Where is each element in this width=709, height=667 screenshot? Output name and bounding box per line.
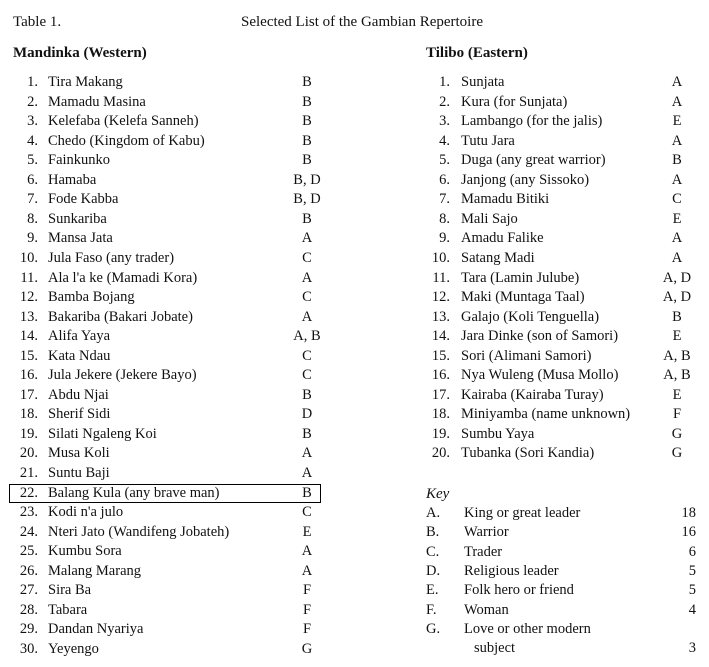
item-number: 30. (19, 640, 38, 657)
list-item (0, 504, 330, 524)
item-number: 12. (19, 289, 38, 306)
item-code: G (301, 640, 313, 657)
item-name: Nteri Jato (Wandifeng Jobateh) (48, 523, 230, 540)
list-item (412, 74, 709, 94)
key-letter: D. (426, 562, 441, 579)
item-number: 13. (19, 308, 38, 325)
key-label: subject (474, 640, 516, 657)
item-code: E (672, 210, 682, 227)
item-number: 6. (439, 171, 450, 188)
item-name: Mamadu Bitiki (461, 191, 550, 208)
list-item (0, 465, 330, 485)
item-code: B (302, 113, 312, 130)
tilibo-heading: Tilibo (Eastern) (426, 45, 528, 61)
item-name: Maki (Muntaga Taal) (461, 289, 585, 306)
item-code: B, D (293, 171, 321, 188)
page-title: Selected List of the Gambian Repertoire (241, 14, 483, 30)
item-name: Fode Kabba (48, 191, 119, 208)
item-number: 5. (27, 152, 38, 169)
item-name: Kairaba (Kairaba Turay) (461, 386, 604, 403)
list-item (412, 211, 709, 231)
item-number: 1. (27, 74, 38, 90)
item-number: 24. (19, 523, 38, 540)
item-number: 14. (431, 328, 450, 345)
item-name: Sumbu Yaya (461, 425, 535, 442)
item-number: 9. (27, 230, 38, 247)
item-number: 15. (431, 347, 450, 364)
item-name: Kura (for Sunjata) (461, 93, 568, 110)
item-code: C (302, 367, 312, 384)
item-number: 10. (19, 249, 38, 266)
list-item (0, 113, 330, 133)
key-item (426, 563, 696, 583)
item-number: 7. (27, 191, 38, 208)
key-item (426, 582, 696, 602)
item-name: Tira Makang (48, 74, 123, 90)
list-item (0, 563, 330, 583)
list-item (412, 348, 709, 368)
item-code: A (671, 171, 683, 188)
item-name: Jula Jekere (Jekere Bayo) (48, 367, 197, 384)
key-count: 5 (688, 582, 696, 599)
item-code: A (671, 249, 683, 266)
item-code: A (671, 93, 683, 110)
key-label: Trader (464, 543, 503, 560)
item-number: 1. (439, 74, 450, 90)
key-letter: B. (426, 524, 440, 541)
item-number: 11. (432, 269, 450, 286)
item-number: 21. (19, 465, 38, 481)
item-code: C (302, 347, 312, 364)
list-item (0, 270, 330, 290)
key-label: Warrior (464, 524, 509, 541)
item-name: Kata Ndau (48, 347, 111, 364)
item-number: 22. (19, 484, 38, 501)
list-item (412, 133, 709, 153)
item-code: F (302, 582, 312, 599)
item-code: D (301, 406, 313, 423)
list-item (0, 250, 330, 270)
item-code: F (302, 601, 312, 618)
key-label: Love or other modern (464, 620, 591, 637)
list-item (0, 641, 330, 661)
item-number: 25. (19, 543, 38, 560)
highlight-box (9, 484, 321, 503)
item-number: 19. (431, 425, 450, 442)
item-code: B (302, 425, 312, 442)
list-item (412, 172, 709, 192)
list-item (0, 582, 330, 602)
item-name: Balang Kula (any brave man) (48, 484, 220, 501)
item-name: Chedo (Kingdom of Kabu) (48, 132, 205, 149)
item-name: Silati Ngaleng Koi (48, 425, 157, 442)
list-item (0, 406, 330, 426)
item-name: Sunkariba (48, 210, 107, 227)
list-item (0, 426, 330, 446)
item-name: Duga (any great warrior) (461, 152, 606, 169)
item-name: Kodi n'a julo (48, 504, 124, 521)
item-number: 15. (19, 347, 38, 364)
list-item (412, 406, 709, 426)
key-count: 16 (681, 524, 696, 541)
key-label: Religious leader (464, 562, 559, 579)
item-number: 20. (19, 445, 38, 462)
list-item (0, 289, 330, 309)
item-name: Kumbu Sora (48, 543, 122, 560)
item-name: Musa Koli (48, 445, 110, 462)
item-number: 29. (19, 621, 38, 638)
item-number: 12. (431, 289, 450, 306)
list-item (0, 328, 330, 348)
key-title: Key (426, 486, 450, 502)
list-item (0, 211, 330, 231)
key-letter: C. (426, 543, 440, 560)
list-item (412, 289, 709, 309)
item-number: 26. (19, 562, 38, 579)
item-number: 10. (431, 249, 450, 266)
list-item (0, 191, 330, 211)
item-code: C (302, 504, 312, 521)
item-number: 20. (431, 445, 450, 462)
list-item (412, 270, 709, 290)
item-code: E (672, 113, 682, 130)
item-number: 28. (19, 601, 38, 618)
key-item (426, 602, 696, 622)
item-code: A, D (662, 269, 692, 286)
item-name: Jula Faso (any trader) (48, 249, 175, 266)
list-item (412, 426, 709, 446)
list-item (412, 445, 709, 465)
item-code: A (301, 308, 313, 325)
item-code: C (302, 249, 312, 266)
item-number: 5. (439, 152, 450, 169)
list-item (0, 621, 330, 641)
list-item (412, 94, 709, 114)
item-code: A (301, 445, 313, 462)
list-item (412, 230, 709, 250)
key-count: 18 (681, 505, 696, 521)
item-name: Nya Wuleng (Musa Mollo) (461, 367, 619, 384)
item-code: A (671, 132, 683, 149)
list-item (412, 191, 709, 211)
item-code: A (301, 230, 313, 247)
item-name: Jara Dinke (son of Samori) (461, 328, 619, 345)
item-number: 13. (431, 308, 450, 325)
item-number: 8. (439, 210, 450, 227)
item-number: 9. (439, 230, 450, 247)
item-code: A (671, 230, 683, 247)
item-code: A, B (663, 367, 691, 384)
list-item (0, 94, 330, 114)
item-name: Sori (Alimani Samori) (461, 347, 592, 364)
item-number: 23. (19, 504, 38, 521)
item-code: A, D (662, 289, 692, 306)
list-item (412, 250, 709, 270)
item-code: F (672, 406, 682, 423)
item-name: Tabara (48, 601, 88, 618)
list-item (412, 113, 709, 133)
key-item (426, 505, 696, 525)
item-code: B (302, 484, 312, 501)
mandinka-heading: Mandinka (Western) (13, 45, 147, 61)
item-name: Sherif Sidi (48, 406, 111, 423)
item-number: 18. (19, 406, 38, 423)
list-item (412, 387, 709, 407)
list-item (0, 133, 330, 153)
item-code: B (302, 74, 312, 90)
item-name: Dandan Nyariya (48, 621, 144, 638)
item-code: B (302, 93, 312, 110)
item-name: Galajo (Koli Tenguella) (461, 308, 600, 325)
item-name: Alifa Yaya (48, 328, 111, 345)
item-number: 18. (431, 406, 450, 423)
item-code: A, B (663, 347, 691, 364)
item-code: G (671, 445, 683, 462)
item-code: E (302, 523, 312, 540)
key-count: 4 (688, 601, 696, 618)
item-name: Mamadu Masina (48, 93, 146, 110)
item-number: 19. (19, 425, 38, 442)
item-name: Mansa Jata (48, 230, 113, 247)
item-name: Tubanka (Sori Kandia) (461, 445, 595, 462)
item-code: B (302, 210, 312, 227)
item-code: A (301, 465, 313, 481)
item-name: Tutu Jara (461, 132, 515, 149)
item-name: Yeyengo (48, 640, 99, 657)
list-item (0, 387, 330, 407)
list-item (412, 309, 709, 329)
list-item (0, 367, 330, 387)
item-name: Ala l'a ke (Mamadi Kora) (48, 269, 198, 286)
item-number: 11. (20, 269, 38, 286)
list-item (0, 152, 330, 172)
item-number: 4. (439, 132, 450, 149)
item-code: B (302, 386, 312, 403)
item-name: Hamaba (48, 171, 97, 188)
item-number: 3. (27, 113, 38, 130)
item-number: 27. (19, 582, 38, 599)
item-number: 16. (431, 367, 450, 384)
key-item (426, 621, 696, 641)
table-label: Table 1. (13, 14, 62, 30)
key-letter: A. (426, 505, 441, 521)
item-code: C (672, 191, 682, 208)
key-item (426, 524, 696, 544)
item-code: A (671, 74, 683, 90)
item-name: Satang Madi (461, 249, 535, 266)
list-item (0, 524, 330, 544)
list-item (0, 348, 330, 368)
item-name: Suntu Baji (48, 465, 110, 481)
item-name: Abdu Njai (48, 386, 109, 403)
item-name: Sunjata (461, 74, 505, 90)
key-label: Folk hero or friend (464, 582, 574, 599)
item-code: F (302, 621, 312, 638)
item-code: A (301, 562, 313, 579)
item-name: Fainkunko (48, 152, 111, 169)
list-item (412, 367, 709, 387)
item-code: B (302, 152, 312, 169)
item-name: Janjong (any Sissoko) (461, 171, 590, 188)
item-number: 4. (27, 132, 38, 149)
item-number: 17. (19, 386, 38, 403)
list-item (0, 74, 330, 94)
item-code: E (672, 386, 682, 403)
item-number: 6. (27, 171, 38, 188)
item-name: Miniyamba (name unknown) (461, 406, 631, 423)
item-name: Malang Marang (48, 562, 142, 579)
item-code: A, B (293, 328, 321, 345)
key-count: 5 (688, 562, 696, 579)
item-number: 17. (431, 386, 450, 403)
item-number: 8. (27, 210, 38, 227)
item-name: Sira Ba (48, 582, 92, 599)
item-name: Amadu Falike (461, 230, 544, 247)
list-item (0, 445, 330, 465)
item-code: C (302, 289, 312, 306)
item-number: 2. (439, 93, 450, 110)
key-count: 6 (688, 543, 696, 560)
item-number: 2. (27, 93, 38, 110)
item-number: 14. (19, 328, 38, 345)
key-count: 3 (688, 640, 696, 657)
item-number: 16. (19, 367, 38, 384)
key-label: Woman (464, 601, 509, 618)
item-code: B (302, 132, 312, 149)
item-name: Lambango (for the jalis) (461, 113, 603, 130)
item-code: E (672, 328, 682, 345)
key-letter: E. (426, 582, 439, 599)
item-name: Mali Sajo (461, 210, 518, 227)
list-item (0, 543, 330, 563)
item-code: B (672, 152, 682, 169)
item-name: Bamba Bojang (48, 289, 135, 306)
item-number: 3. (439, 113, 450, 130)
item-name: Kelefaba (Kelefa Sanneh) (48, 113, 199, 130)
key-letter: G. (426, 620, 441, 637)
item-name: Tara (Lamin Julube) (461, 269, 580, 286)
item-code: G (671, 425, 683, 442)
item-code: B, D (293, 191, 321, 208)
key-letter: F. (426, 601, 437, 618)
list-item (412, 328, 709, 348)
list-item (0, 172, 330, 192)
item-name: Bakariba (Bakari Jobate) (48, 308, 193, 325)
list-item (412, 152, 709, 172)
item-code: B (672, 308, 682, 325)
item-code: A (301, 543, 313, 560)
list-item (0, 602, 330, 622)
item-code: A (301, 269, 313, 286)
list-item (0, 309, 330, 329)
item-number: 7. (439, 191, 450, 208)
list-item (0, 230, 330, 250)
key-item (426, 640, 696, 660)
key-label: King or great leader (464, 505, 581, 521)
key-item (426, 544, 696, 564)
